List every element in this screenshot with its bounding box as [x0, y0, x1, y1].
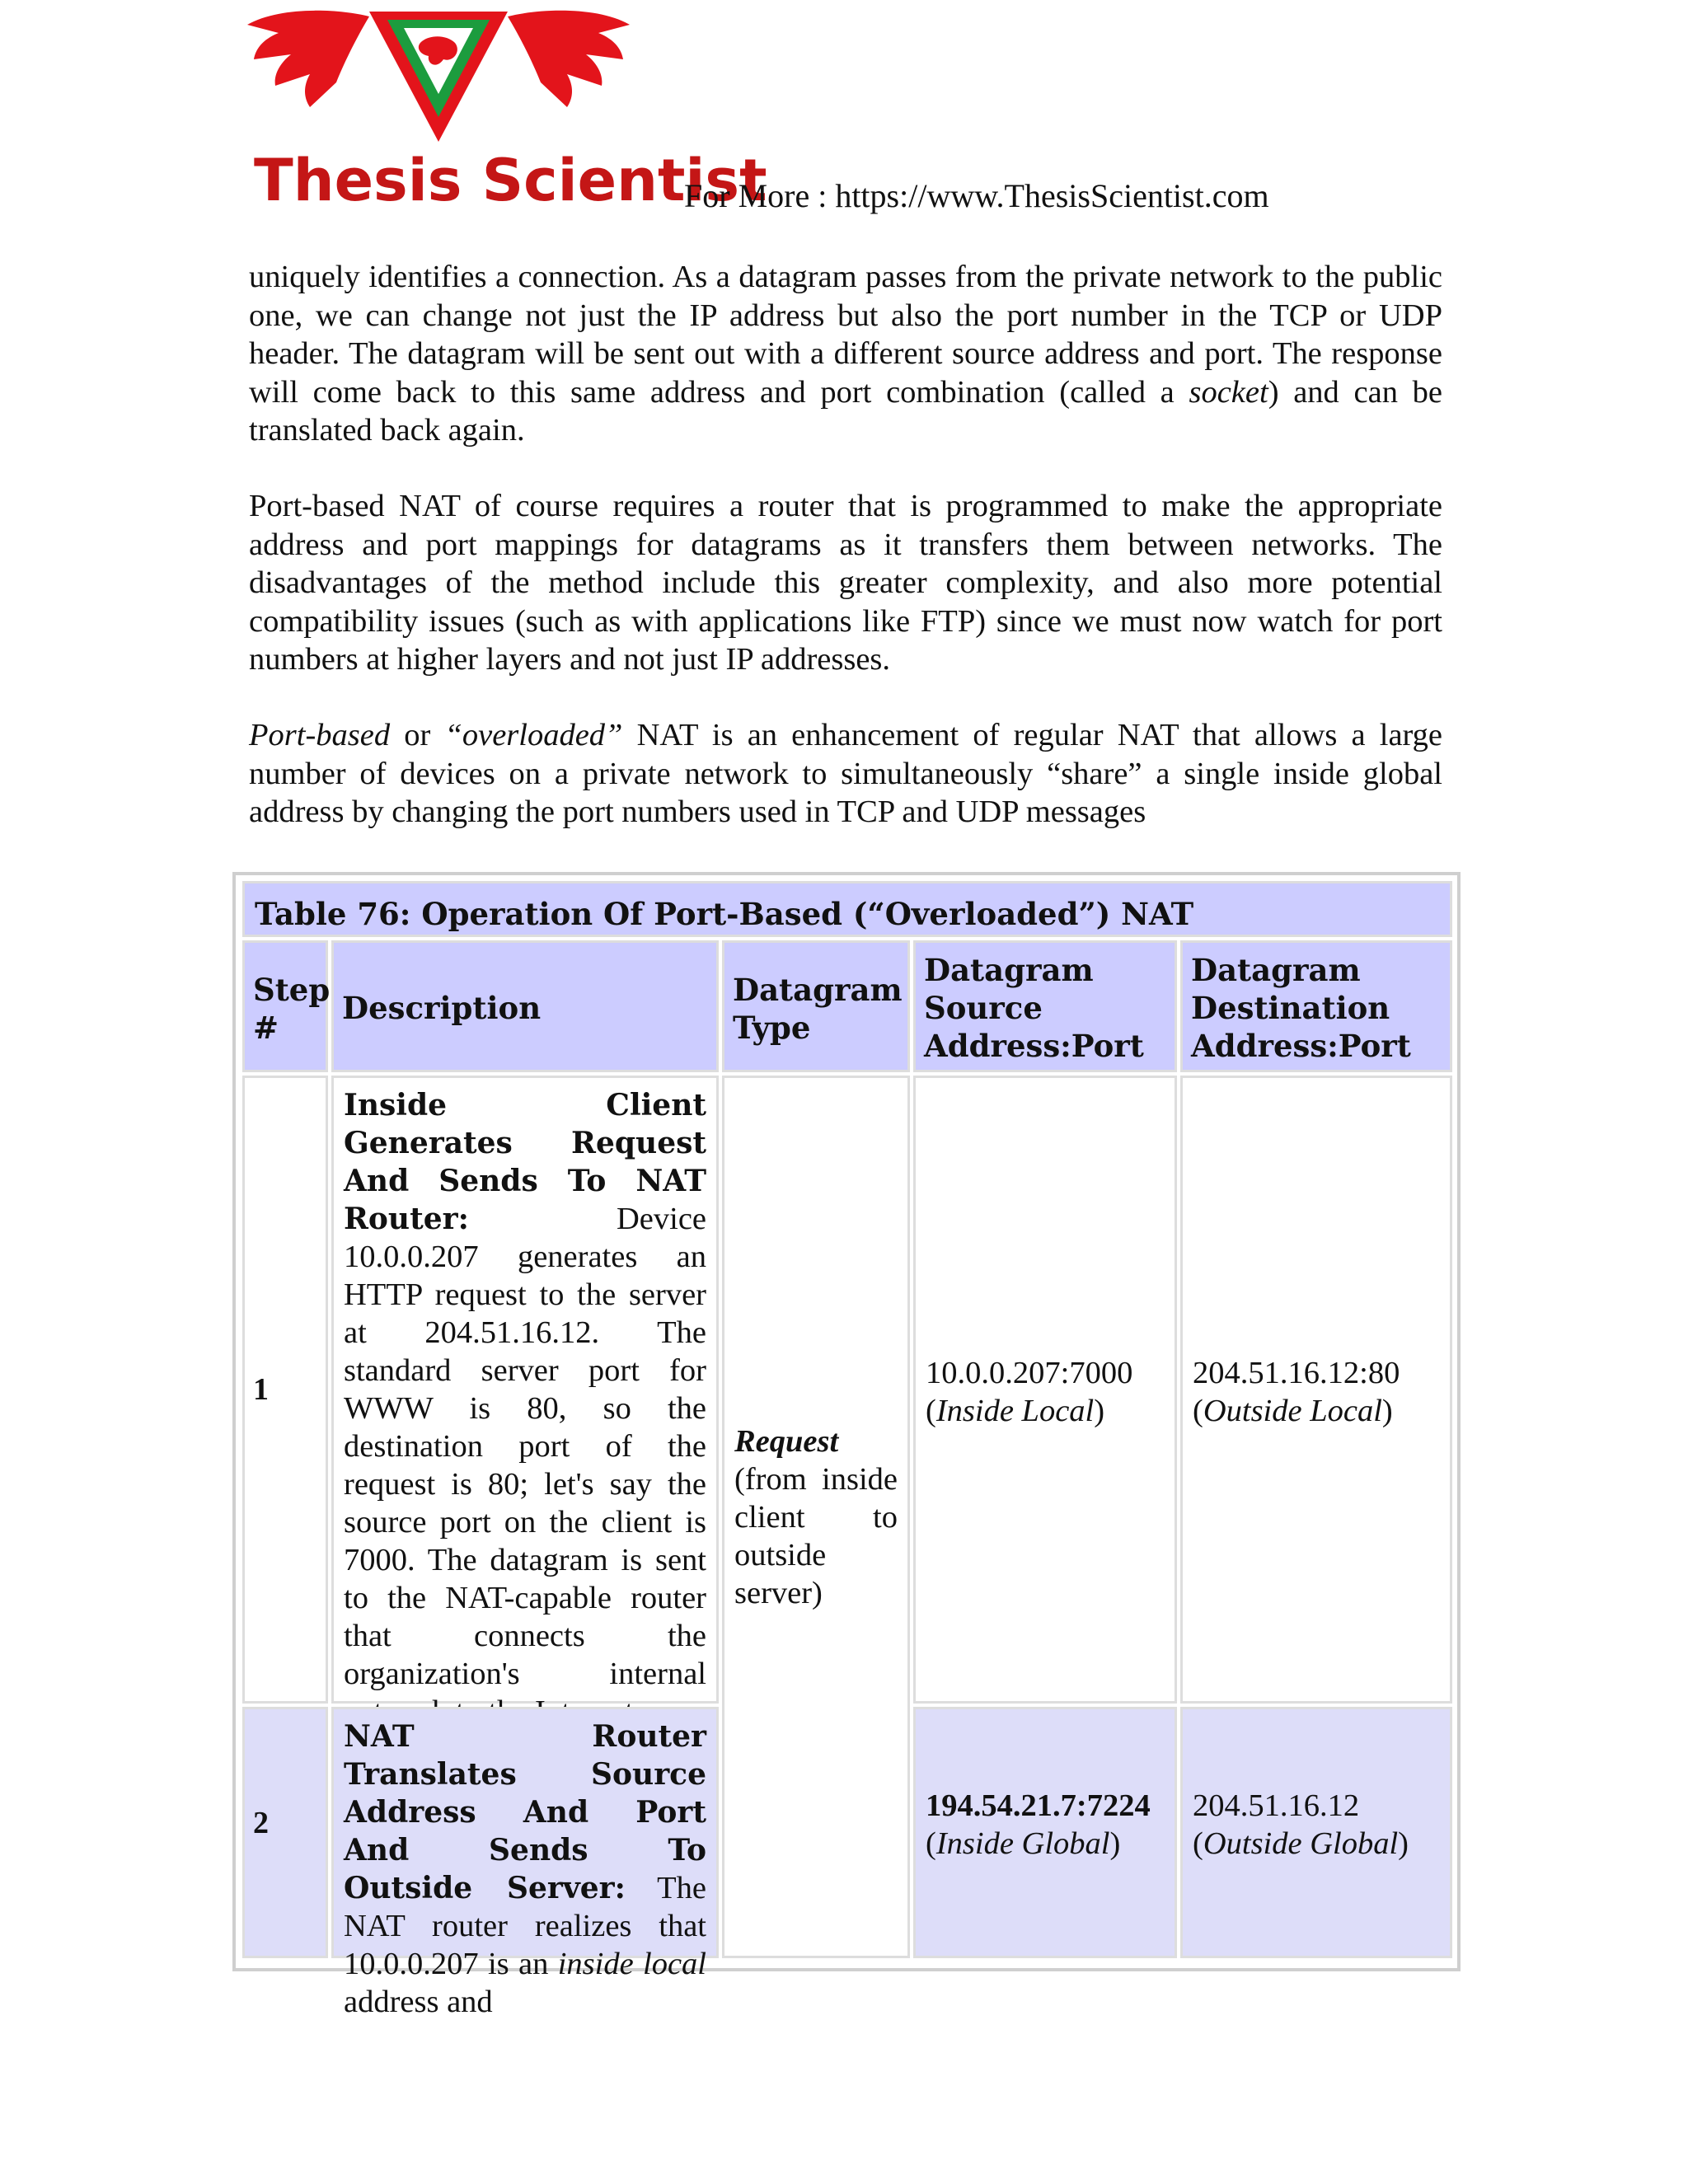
row-2-source-address: 194.54.21.7:7224 [926, 1788, 1151, 1823]
row-2-source-label-line: (Inside Global) [926, 1826, 1121, 1861]
header-description-text: Description [342, 990, 542, 1026]
row-1-destination-label-line: (Outside Local) [1193, 1394, 1393, 1428]
row-1-description [331, 1076, 719, 1704]
header-dst-line-3: Address:Port [1191, 1028, 1411, 1064]
datagram-type-request [722, 1076, 910, 1958]
row-1-source-label: Inside Local [935, 1394, 1095, 1428]
row-2-destination-address: 204.51.16.12 [1193, 1788, 1360, 1823]
header-dst-line-2: Destination [1191, 990, 1390, 1026]
row-2-destination-label-line: (Outside Global) [1193, 1826, 1409, 1861]
table-caption: Table 76: Operation Of Port-Based (“Overloaded”) NAT [242, 881, 1452, 937]
logo-text: Thesis Scientist [254, 147, 767, 214]
datagram-type-em: Request [734, 1424, 839, 1459]
paragraph-socket-em: socket [1189, 374, 1268, 410]
header-step-line-2: # [253, 1010, 279, 1046]
header-source-address [913, 940, 1177, 1072]
row-1-source-address: 10.0.0.207:7000 [926, 1356, 1133, 1390]
row-1-step [242, 1076, 328, 1704]
datagram-type-detail: (from inside client to outside server) [734, 1462, 898, 1610]
logo-emblem-icon [246, 0, 633, 148]
header-description [331, 940, 719, 1072]
header-dst-line-1: Datagram [1191, 952, 1361, 988]
paragraph-socket-text-1: uniquely identifies a connection. As a datagram passes from the private network to the public one, we can change not just the IP address but also the port number in the TCP or UDP header. The datagram will be sent out with a different source address and port. The response will come back to this same address and port combination (called a [249, 260, 1442, 410]
row-2-description-em: inside local [557, 1947, 706, 1981]
paragraph-socket [249, 258, 1442, 450]
header-type-line-1: Datagram [733, 972, 903, 1008]
paragraph-port-based-router: Port-based NAT of course requires a router that is programmed to make the appropriate address and port mappings for datagrams as it transfers them between networks. The disadvantages of the method include this greater complexity, and also more potential compatibility issues (such as with applications like FTP) since we must now watch for port numbers at higher layers and not just IP addresses. [249, 489, 1442, 677]
row-1-destination [1180, 1076, 1452, 1704]
row-2-destination [1180, 1707, 1452, 1958]
row-1-destination-label: Outside Local [1203, 1394, 1382, 1428]
row-1-source-label-line: (Inside Local) [926, 1394, 1105, 1428]
nat-operation-table [232, 872, 1461, 2019]
row-2-description-body-2: address and [344, 1985, 493, 2019]
row-1-step-number: 1 [253, 1372, 269, 1407]
row-2-description-body-1: The NAT router realizes that 10.0.0.207 is an [344, 1871, 706, 1981]
paragraph-socket-text-2: ) and can be translated back again. [249, 374, 1442, 448]
header-step [242, 940, 331, 1072]
row-2-destination-label: Outside Global [1203, 1826, 1399, 1861]
row-2-source-label: Inside Global [935, 1826, 1110, 1861]
paragraph-overloaded-nat [249, 716, 1442, 832]
row-1-destination-address: 204.51.16.12:80 [1193, 1356, 1400, 1390]
row-1-source [913, 1076, 1177, 1704]
header-website-link[interactable]: For More : https://www.ThesisScientist.com [684, 177, 1269, 214]
paragraph-overloaded-em-2: “overloaded” [444, 718, 623, 752]
row-1-description-body: Device 10.0.0.207 generates an HTTP request to the server at 204.51.16.12. The standard server port for WWW is 80, so the destination port of the request is 80; let's say the source port on the client is 7000. The datagram is sent to the NAT-capable router that connects the organization's internal [344, 1202, 706, 1691]
header-src-line-2: Source [924, 990, 1043, 1026]
thesis-scientist-logo [246, 0, 767, 223]
paragraph-overloaded-em-1: Port-based [249, 718, 391, 752]
paragraph-overloaded-mid: or [390, 718, 445, 752]
paragraph-overloaded-rest: NAT is an enhancement of regular NAT that allows a large number of devices on a private network to simultaneously “share” a single inside global address by changing the port numbers used in TCP and UDP messages [249, 718, 1443, 829]
header-src-line-1: Datagram [924, 952, 1094, 988]
row-2-description [331, 1707, 719, 2019]
row-1-description-title: Inside Client Generates Request And Sends To NAT Router: [344, 1088, 706, 1236]
header-destination-address [1180, 940, 1452, 1072]
header-step-line-1: Step [253, 972, 331, 1008]
header-src-line-3: Address:Port [924, 1028, 1144, 1064]
row-2-description-title: NAT Router Translates Source Address And Port And Sends To Outside Server: [344, 1719, 706, 1905]
row-2-step [242, 1707, 328, 1958]
header-datagram-type [722, 940, 910, 1072]
row-2-step-number: 2 [253, 1806, 269, 1840]
row-2-source [913, 1707, 1177, 1958]
header-type-line-2: Type [733, 1010, 811, 1046]
